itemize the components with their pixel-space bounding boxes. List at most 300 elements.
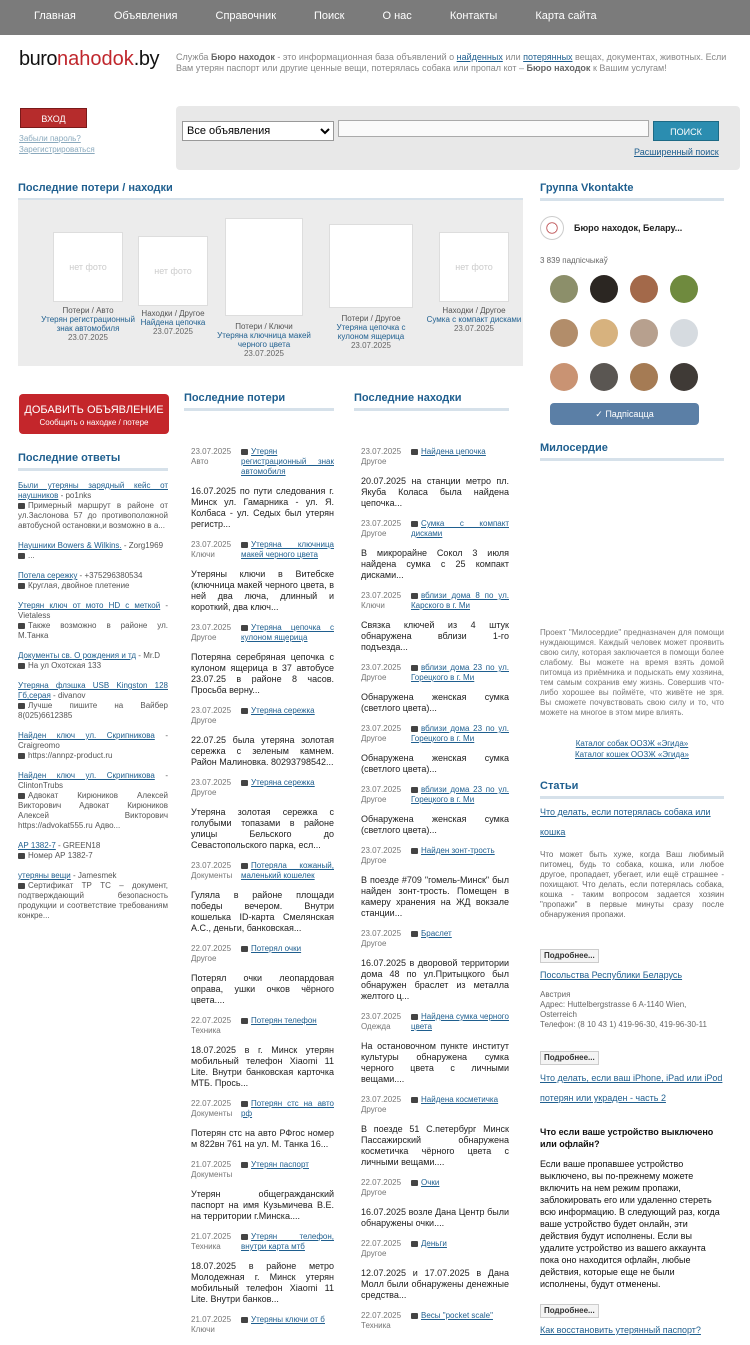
listing-date: 23.07.2025 <box>191 706 232 715</box>
listing-meta-col <box>191 1016 241 1036</box>
listing-entry <box>361 785 509 836</box>
listing-category: Техника <box>361 1321 391 1330</box>
gallery-item[interactable] <box>214 218 314 358</box>
latest-lost <box>184 392 334 1345</box>
comment-icon <box>241 449 248 455</box>
answer-item <box>18 841 168 861</box>
listing-title-link[interactable]: Утерян паспорт <box>251 1160 309 1169</box>
advanced-search-link[interactable]: Расширенный поиск <box>634 147 719 157</box>
answer-question-link[interactable]: Найден ключ ул. Скрипникова <box>18 771 155 780</box>
answer-question-link[interactable]: утеряны вещи <box>18 871 71 880</box>
gallery-date: 23.07.2025 <box>243 349 285 358</box>
answer-body: Сертификат ТР ТС – документ, подтверждающий безопасность продукции и соответствие требованиям конкре... <box>18 881 168 920</box>
listing-category: Техника <box>191 1242 221 1251</box>
listing-title-link[interactable]: Утеряна сережка <box>251 706 315 715</box>
chain-photo <box>329 224 413 308</box>
listing-title-wrap <box>241 1315 334 1335</box>
listing-title-link[interactable]: Утеряна цепочка с кулоном ящерица <box>241 623 334 642</box>
listing-title-link[interactable]: Найдена цепочка <box>421 447 486 456</box>
gallery-title[interactable]: Утерян регистрационный знак автомобиля <box>41 315 135 333</box>
vk-widget <box>540 182 724 425</box>
no-photo-thumb: нет фото <box>439 232 509 302</box>
listing-date: 23.07.2025 <box>361 1012 402 1021</box>
embassy-address: Адрес: Huttelbergstrasse 6 A-1140 Wien, Osterreich <box>540 1000 687 1019</box>
nav-item-3[interactable]: Поиск <box>314 10 345 22</box>
lost-link[interactable]: потерянных <box>523 52 573 62</box>
listing-meta <box>361 929 509 949</box>
listing-title-wrap <box>411 846 509 866</box>
listing-category: Другое <box>361 1249 387 1258</box>
comment-icon <box>241 780 248 786</box>
answer-body: Примерный маршрут в районе от ул.Заслонова 57 до противоположной автобусной остановки,и возможно в а... <box>18 501 168 530</box>
listing-meta <box>361 785 509 805</box>
listing-category: Другое <box>361 1188 387 1197</box>
search-button[interactable]: ПОИСК <box>653 121 719 141</box>
listing-title-wrap <box>241 1099 334 1119</box>
listing-meta <box>361 447 509 467</box>
comment-icon <box>241 625 248 631</box>
listing-title-link[interactable]: Найдена сумка черного цвета <box>411 1012 509 1031</box>
comment-icon <box>241 946 248 952</box>
answer-item <box>18 871 168 921</box>
listing-text: Потеряна серебряная цепочка с кулоном ящерица в 37 автобусе 23.07.25 в районе 8 часов. Просьба верну... <box>191 652 334 695</box>
member-avatar[interactable] <box>670 319 698 347</box>
listing-category: Авто <box>191 457 209 466</box>
listing-meta <box>191 1160 334 1180</box>
answer-author: - Zorg1969 <box>121 541 164 550</box>
listing-meta-col <box>361 1178 411 1198</box>
logo-text-2: nahodok <box>57 48 134 70</box>
listing-meta <box>191 1016 334 1036</box>
answer-author: - divanov <box>50 691 86 700</box>
listing-text: Обнаружена женская сумка (светлого цвета)... <box>361 814 509 835</box>
vk-subscribe-label: Падпісацца <box>605 409 654 419</box>
listing-meta <box>191 1099 334 1119</box>
add-listing-label: ДОБАВИТЬ ОБЪЯВЛЕНИЕ <box>24 404 164 416</box>
comment-icon <box>241 863 248 869</box>
listing-category: Другое <box>361 734 387 743</box>
listing-meta <box>361 519 509 539</box>
gallery-item[interactable] <box>321 224 421 350</box>
listing-meta-col <box>191 540 241 560</box>
listing-text: 12.07.2025 и 17.07.2025 в Дана Молл были обнаружены денежные средства... <box>361 1268 509 1300</box>
answer-question-link[interactable]: Документы св. О рождения и тд <box>18 651 137 660</box>
comment-icon <box>18 883 25 889</box>
listing-meta-col <box>361 1311 411 1331</box>
answer-author: - GREEN18 <box>55 841 101 850</box>
listing-meta <box>191 861 334 881</box>
listing-text: Обнаружена женская сумка (светлого цвета)... <box>361 753 509 774</box>
listing-meta-col <box>361 846 411 866</box>
vk-subscriber-count: 3 839 падпісчыкаў <box>540 256 608 265</box>
register-link[interactable]: Зарегистрироваться <box>19 145 95 154</box>
gallery-title[interactable]: Сумка с компакт дисками <box>426 315 522 324</box>
listing-meta <box>191 447 334 477</box>
listing-meta-col <box>361 591 411 611</box>
listing-date: 22.07.2025 <box>361 1239 402 1248</box>
listing-title-link[interactable]: Утеряна сережка <box>251 778 315 787</box>
watermark-logo: buronahodok.by <box>345 234 397 241</box>
listing-title-wrap <box>241 1016 334 1036</box>
read-more-button[interactable]: Подробнее... <box>540 1051 599 1065</box>
listing-entry <box>191 1016 334 1089</box>
listing-date: 23.07.2025 <box>191 861 232 870</box>
listing-title-link[interactable]: вблизи дома 23 по ул. Горецкого в г. Ми <box>411 724 509 743</box>
article-link[interactable]: Посольства Республики Беларусь <box>540 970 683 980</box>
listing-title-link[interactable]: Деньги <box>421 1239 447 1248</box>
listing-meta <box>361 1095 509 1115</box>
embassy-country: Австрия <box>540 990 571 999</box>
listing-date: 23.07.2025 <box>191 778 232 787</box>
listing-text: Утерян общегражданский паспорт на имя Кузьмичева В.Е. на территории г.Минска.... <box>191 1189 334 1221</box>
listing-text: Гуляла в районе площади победы вечером. Внутри кошелька ID-карта Смелянская А.С., деньги, банковская... <box>191 890 334 933</box>
listing-title-wrap <box>241 944 334 964</box>
listing-meta-col <box>361 724 411 744</box>
listing-text: 18.07.2025 в г. Минск утерян мобильный телефон Xiaomi 11 Lite. Внутри банковская карточка МТБ. Прось... <box>191 1045 334 1088</box>
comment-icon <box>18 623 25 629</box>
listing-title-link[interactable]: Утерян телефон, внутри карта мтб <box>241 1232 334 1251</box>
gallery-category: Потери / Ключи <box>235 322 293 331</box>
comment-icon <box>411 1097 418 1103</box>
listing-date: 23.07.2025 <box>361 724 402 733</box>
comment-icon <box>411 593 418 599</box>
keys-photo <box>225 218 303 316</box>
listing-date: 23.07.2025 <box>361 785 402 794</box>
comment-icon <box>241 1317 248 1323</box>
listing-text: Утеряна золотая сережка с голубыми топазами в районе улицы Бельского до Севастопольского парка, есл... <box>191 807 334 850</box>
member-avatar[interactable] <box>590 319 618 347</box>
listing-meta-col <box>361 929 411 949</box>
listing-meta <box>361 663 509 683</box>
listing-meta-col <box>191 944 241 964</box>
mercy-links <box>540 738 724 760</box>
member-avatar[interactable] <box>550 275 578 303</box>
login-links <box>19 133 95 155</box>
listing-date: 23.07.2025 <box>191 447 232 456</box>
listing-entry <box>361 591 509 653</box>
listing-text: Связка ключей из 4 штук обнаружена вблизи 1-го подъезда... <box>361 620 509 652</box>
embassy-info <box>540 990 724 1030</box>
listing-meta-col <box>361 519 411 539</box>
listing-meta <box>361 846 509 866</box>
member-avatar[interactable] <box>670 363 698 391</box>
comment-icon <box>241 1234 248 1240</box>
comment-icon <box>411 726 418 732</box>
listing-category: Документы <box>191 871 233 880</box>
gallery-title[interactable]: Утеряна цепочка с кулоном ящерица <box>336 323 406 341</box>
listing-meta <box>191 944 334 964</box>
listing-date: 23.07.2025 <box>361 846 402 855</box>
gallery-title[interactable]: Найдена цепочка <box>140 318 206 327</box>
listing-meta <box>191 540 334 560</box>
listing-meta-col <box>361 1239 411 1259</box>
member-avatar[interactable] <box>550 319 578 347</box>
listing-title-wrap <box>411 663 509 683</box>
vk-group-avatar[interactable] <box>540 216 564 240</box>
excerpt-text: Если ваше пропавшее устройство выключено, вы по-прежнему можете включить на нем режим пропажи, заблокировать его или удаленно стереть всю информацию. В следующий раз, когда ваше устройство будет онлайн, эти действия будут исполнены. Если вы удалите устройство из вашего аккаунта пока оно находится офлайн, любые действия, которые еще не были исполнены, будут отменены. <box>540 1159 720 1289</box>
cat-catalog-link[interactable]: Каталог кошек ООЗЖ «Эгида» <box>575 750 689 759</box>
answer-item <box>18 541 168 561</box>
answer-question-link[interactable]: Утеряна флэшка USB Kingston 128 Гб,серая <box>18 681 168 700</box>
member-avatar[interactable] <box>670 275 698 303</box>
answer-item <box>18 771 168 831</box>
listing-title-link[interactable]: Утерян регистрационный знак автомобиля <box>241 447 334 476</box>
comment-icon <box>411 1014 418 1020</box>
answer-item <box>18 571 168 591</box>
listing-text: 18.07.2025 в районе метро Молодежная г. Минск утерян мобильный телефон Xiaomi 11 Lite. Внутри банков... <box>191 1261 334 1304</box>
answer-author: - ClintonTrubs <box>18 771 168 790</box>
listing-meta <box>361 1012 509 1032</box>
category-select[interactable] <box>182 121 334 141</box>
listing-title-wrap <box>411 1311 509 1331</box>
lost-found-title: Последние потери / находки <box>18 182 523 201</box>
add-listing-sublabel: Сообщить о находке / потере <box>39 418 149 427</box>
comment-icon <box>411 665 418 671</box>
listing-entry <box>191 623 334 696</box>
no-photo-thumb: нет фото <box>138 236 208 306</box>
listing-title-wrap <box>411 1178 509 1198</box>
listing-meta-col <box>361 663 411 683</box>
answer-question-link[interactable]: Были утеряны зарядный кейс от наушников <box>18 481 168 500</box>
answer-body: Круглая, двойное плетение <box>28 581 130 590</box>
listing-date: 23.07.2025 <box>361 929 402 938</box>
answer-question-link[interactable]: АР 1382-7 <box>18 841 56 850</box>
comment-icon <box>18 583 25 589</box>
gallery-date: 23.07.2025 <box>152 327 194 336</box>
search-input[interactable] <box>338 120 649 137</box>
answer-body: Адвокат Кирюников Алексей Викторович Адвокат Кирюников Алексей Викторович https://advokat555.ru Адво... <box>18 791 168 830</box>
comment-icon <box>18 753 25 759</box>
answer-author: - Jamesmek <box>70 871 117 880</box>
comment-icon <box>411 1180 418 1186</box>
gallery-category: Находки / Другое <box>141 309 205 318</box>
top-navigation <box>0 0 750 35</box>
listing-title-wrap <box>241 447 334 477</box>
answer-author: - +375296380534 <box>77 571 143 580</box>
listing-title-link[interactable]: Найдена косметичка <box>421 1095 499 1104</box>
member-avatar[interactable] <box>630 319 658 347</box>
latest-found <box>354 392 509 1341</box>
search-panel <box>176 106 740 170</box>
listing-title-wrap <box>411 591 509 611</box>
listing-entry <box>191 540 334 613</box>
gallery-item[interactable] <box>424 232 524 333</box>
answer-body: Лучше пишите на Вайбер 8(025)6612385 <box>18 701 168 720</box>
listing-title-wrap <box>411 1095 509 1115</box>
login-button[interactable]: ВХОД <box>20 108 87 128</box>
comment-icon <box>18 503 25 509</box>
listing-entry <box>191 706 334 768</box>
gallery-date: 23.07.2025 <box>453 324 495 333</box>
listing-entry <box>191 1099 334 1150</box>
logo-text-3: .by <box>133 48 159 70</box>
nav-item-6[interactable]: Карта сайта <box>535 10 597 22</box>
listing-title-link[interactable]: вблизи дома 23 по ул. Горецкого в г. Ми <box>411 663 509 682</box>
listing-title-link[interactable]: Потеряла кожаный, маленький кошелек <box>241 861 334 880</box>
article-link[interactable]: Что делать, если потерялась собака или кошка <box>540 807 711 837</box>
gallery-date: 23.07.2025 <box>350 341 392 350</box>
listing-date: 23.07.2025 <box>191 540 232 549</box>
listing-entry <box>191 1160 334 1222</box>
listing-text: 22.07.25 была утеряна золотая сережка с зеленым камнем. Район Малиновка. 80293798542... <box>191 735 334 767</box>
listing-title-wrap <box>411 1012 509 1032</box>
listing-entry <box>361 519 509 581</box>
answer-body: ... <box>28 551 35 560</box>
listing-category: Другое <box>361 939 387 948</box>
listing-entry <box>361 1311 509 1331</box>
add-listing-button[interactable] <box>19 394 169 434</box>
listing-date: 21.07.2025 <box>191 1160 232 1169</box>
gallery-item[interactable] <box>123 236 223 336</box>
listing-meta <box>361 1311 509 1331</box>
comment-icon <box>18 553 25 559</box>
gallery-category: Потери / Авто <box>62 306 114 315</box>
listing-text: Потерян стс на авто РФгос номер м 822вн 761 на ул. М. Танка 16... <box>191 1128 334 1149</box>
vk-title: Группа Vkontakte <box>540 182 724 201</box>
listing-date: 23.07.2025 <box>361 1095 402 1104</box>
listing-meta <box>361 724 509 744</box>
listing-category: Техника <box>191 1026 221 1035</box>
nav-item-1[interactable]: Объявления <box>113 10 178 22</box>
embassy-phone: Телефон: (8 10 43 1) 419-96-30, 419-96-30-11 <box>540 1020 707 1029</box>
comment-icon <box>411 787 418 793</box>
listing-meta <box>361 1178 509 1198</box>
listing-entry <box>361 1012 509 1085</box>
article-excerpt: Что может быть хуже, когда Ваш любимый питомец, будь то собака, кошка, или любое другое, пропадает, убегает, или ещё страшнее - похищают. Что делать, если потерялась собака, кошка - таким вопросом задается хозяин "пропажи" в первые минуты сразу после обнаружения пропажи. <box>540 850 724 919</box>
listing-entry <box>191 861 334 934</box>
listing-title-link[interactable]: вблизи дома 23 по ул. Горецкого в г. Ми <box>411 785 509 804</box>
listing-title-link[interactable]: Сумка с компакт дисками <box>411 519 509 538</box>
nav-item-4[interactable]: О нас <box>382 10 412 22</box>
listing-category: Ключи <box>361 601 385 610</box>
listing-date: 23.07.2025 <box>361 447 402 456</box>
listing-text: В микрорайне Сокол 3 июля найдена сумка с 25 компакт дисками... <box>361 548 509 580</box>
logo-text-1: buro <box>19 48 58 70</box>
listing-title-link[interactable]: Потерял очки <box>251 944 302 953</box>
listing-category: Другое <box>191 954 217 963</box>
answers-title: Последние ответы <box>18 452 168 471</box>
gallery-category: Потери / Другое <box>341 314 401 323</box>
answer-item <box>18 601 168 641</box>
listing-title-link[interactable]: вблизи дома 8 по ул. Карского в г. Ми <box>411 591 509 610</box>
answer-question-link[interactable]: Найден ключ ул. Скрипникова <box>18 731 155 740</box>
listing-category: Другое <box>361 795 387 804</box>
forgot-password-link[interactable]: Забыли пароль? <box>19 134 81 143</box>
answer-author: - Mr.D <box>136 651 161 660</box>
listing-date: 22.07.2025 <box>191 1016 232 1025</box>
member-avatar[interactable] <box>630 363 658 391</box>
listing-date: 23.07.2025 <box>361 591 402 600</box>
article-link[interactable]: Что делать, если ваш iPhone, iPad или iPod потерян или украден - часть 2 <box>540 1073 723 1103</box>
found-link[interactable]: найденных <box>456 52 503 62</box>
article-excerpt <box>540 1126 724 1290</box>
listing-category: Другое <box>361 457 387 466</box>
lost-title: Последние потери <box>184 392 334 411</box>
listing-category: Другое <box>361 1105 387 1114</box>
listing-meta-col <box>191 778 241 798</box>
article-link[interactable]: Как восстановить утерянный паспорт? <box>540 1325 701 1335</box>
listing-text: 16.07.2025 в дворовой территории дома 48 по ул.Притыцкого был обнаружен браслет из металла желтого ц... <box>361 958 509 1001</box>
listing-category: Ключи <box>191 550 215 559</box>
site-intro: Служба Бюро находок - это информационная база объявлений о найденных или потерянных вещах, документах, животных. Если Вам утерян паспорт или другие ценные вещи, потерялась собака или пропал кот – Бюро находок к Вашим услугам! <box>176 52 727 73</box>
listing-date: 23.07.2025 <box>191 623 232 632</box>
listing-meta <box>191 1232 334 1252</box>
listing-text: Утеряны ключи в Витебске (ключница макей черного цвета, в ней два лючa, длинный и короткий, два ключ... <box>191 569 334 612</box>
answer-author: - Vietaless <box>18 601 169 620</box>
listing-meta-col <box>361 1012 411 1032</box>
found-title: Последние находки <box>354 392 509 411</box>
listing-title-link[interactable]: Утеряны ключи от б <box>251 1315 325 1324</box>
read-more-button[interactable]: Подробнее... <box>540 1304 599 1318</box>
member-avatar[interactable] <box>630 275 658 303</box>
nav-item-2[interactable]: Справочник <box>215 10 277 22</box>
gallery-date: 23.07.2025 <box>67 333 109 342</box>
listing-category: Другое <box>191 788 217 797</box>
comment-icon <box>241 1101 248 1107</box>
listing-date: 23.07.2025 <box>361 519 402 528</box>
comment-icon <box>241 708 248 714</box>
listing-meta-col <box>191 447 241 477</box>
listing-entry <box>361 724 509 775</box>
listing-title-wrap <box>241 706 334 726</box>
listing-category: Другое <box>361 529 387 538</box>
nav-item-5[interactable]: Контакты <box>449 10 498 22</box>
listing-title-link[interactable]: Утеряна ключница макей черного цвета <box>241 540 334 559</box>
listing-entry <box>361 846 509 919</box>
listing-title-link[interactable]: Весы "pocket scale" <box>421 1311 493 1320</box>
answer-body: Также возможно в районе ул. М.Танка <box>18 621 168 640</box>
read-more-button[interactable]: Подробнее... <box>540 949 599 963</box>
vk-subscribe-button[interactable]: ✓ Падпісацца <box>550 403 699 425</box>
listing-category: Другое <box>361 673 387 682</box>
listing-entry <box>191 447 334 530</box>
member-avatar[interactable] <box>590 363 618 391</box>
listing-title-wrap <box>241 1232 334 1252</box>
listing-title-link[interactable]: Найден зонт-трость <box>421 846 495 855</box>
dog-catalog-link[interactable]: Каталог собак ООЗЖ «Эгида» <box>575 739 689 748</box>
listing-meta <box>191 623 334 643</box>
answer-question-link[interactable]: Наушники Bowers & Wilkins. <box>18 541 122 550</box>
watermark-logo: buronahodok.by <box>238 228 290 235</box>
listing-title-wrap <box>241 778 334 798</box>
listing-category: Одежда <box>361 1022 391 1031</box>
listing-entry <box>191 944 334 1006</box>
gallery-title[interactable]: Утеряна ключница макей черного цвета <box>217 331 311 349</box>
excerpt-heading: Что если ваше устройство выключено или офлайн? <box>540 1127 714 1149</box>
nav-item-0[interactable]: Главная <box>34 10 76 22</box>
listing-text: 16.07.2025 возле Дана Центр были обнаружены очки.... <box>361 1207 509 1228</box>
listing-title-link[interactable]: Браслет <box>421 929 452 938</box>
listing-title-link[interactable]: Потерян телефон <box>251 1016 317 1025</box>
listing-meta-col <box>191 1160 241 1180</box>
vk-group-name[interactable]: Бюро находок, Белару... <box>574 223 683 233</box>
articles-title: Статьи <box>540 780 724 799</box>
site-logo[interactable] <box>19 48 159 82</box>
answer-author: - po1nks <box>58 491 92 500</box>
listing-date: 21.07.2025 <box>191 1232 232 1241</box>
listing-title-link[interactable]: Очки <box>421 1178 440 1187</box>
member-avatar[interactable] <box>590 275 618 303</box>
member-avatar[interactable] <box>550 363 578 391</box>
comment-icon <box>241 1018 248 1024</box>
answer-question-link[interactable]: Утерян ключ от мото HD с меткой <box>18 601 161 610</box>
listing-title-link[interactable]: Потерян стс на авто рф <box>241 1099 334 1118</box>
listing-title-wrap <box>241 623 334 643</box>
listing-title-wrap <box>411 1239 509 1259</box>
answer-question-link[interactable]: Потела сережку <box>18 571 78 580</box>
comment-icon <box>241 542 248 548</box>
comment-icon <box>411 521 418 527</box>
